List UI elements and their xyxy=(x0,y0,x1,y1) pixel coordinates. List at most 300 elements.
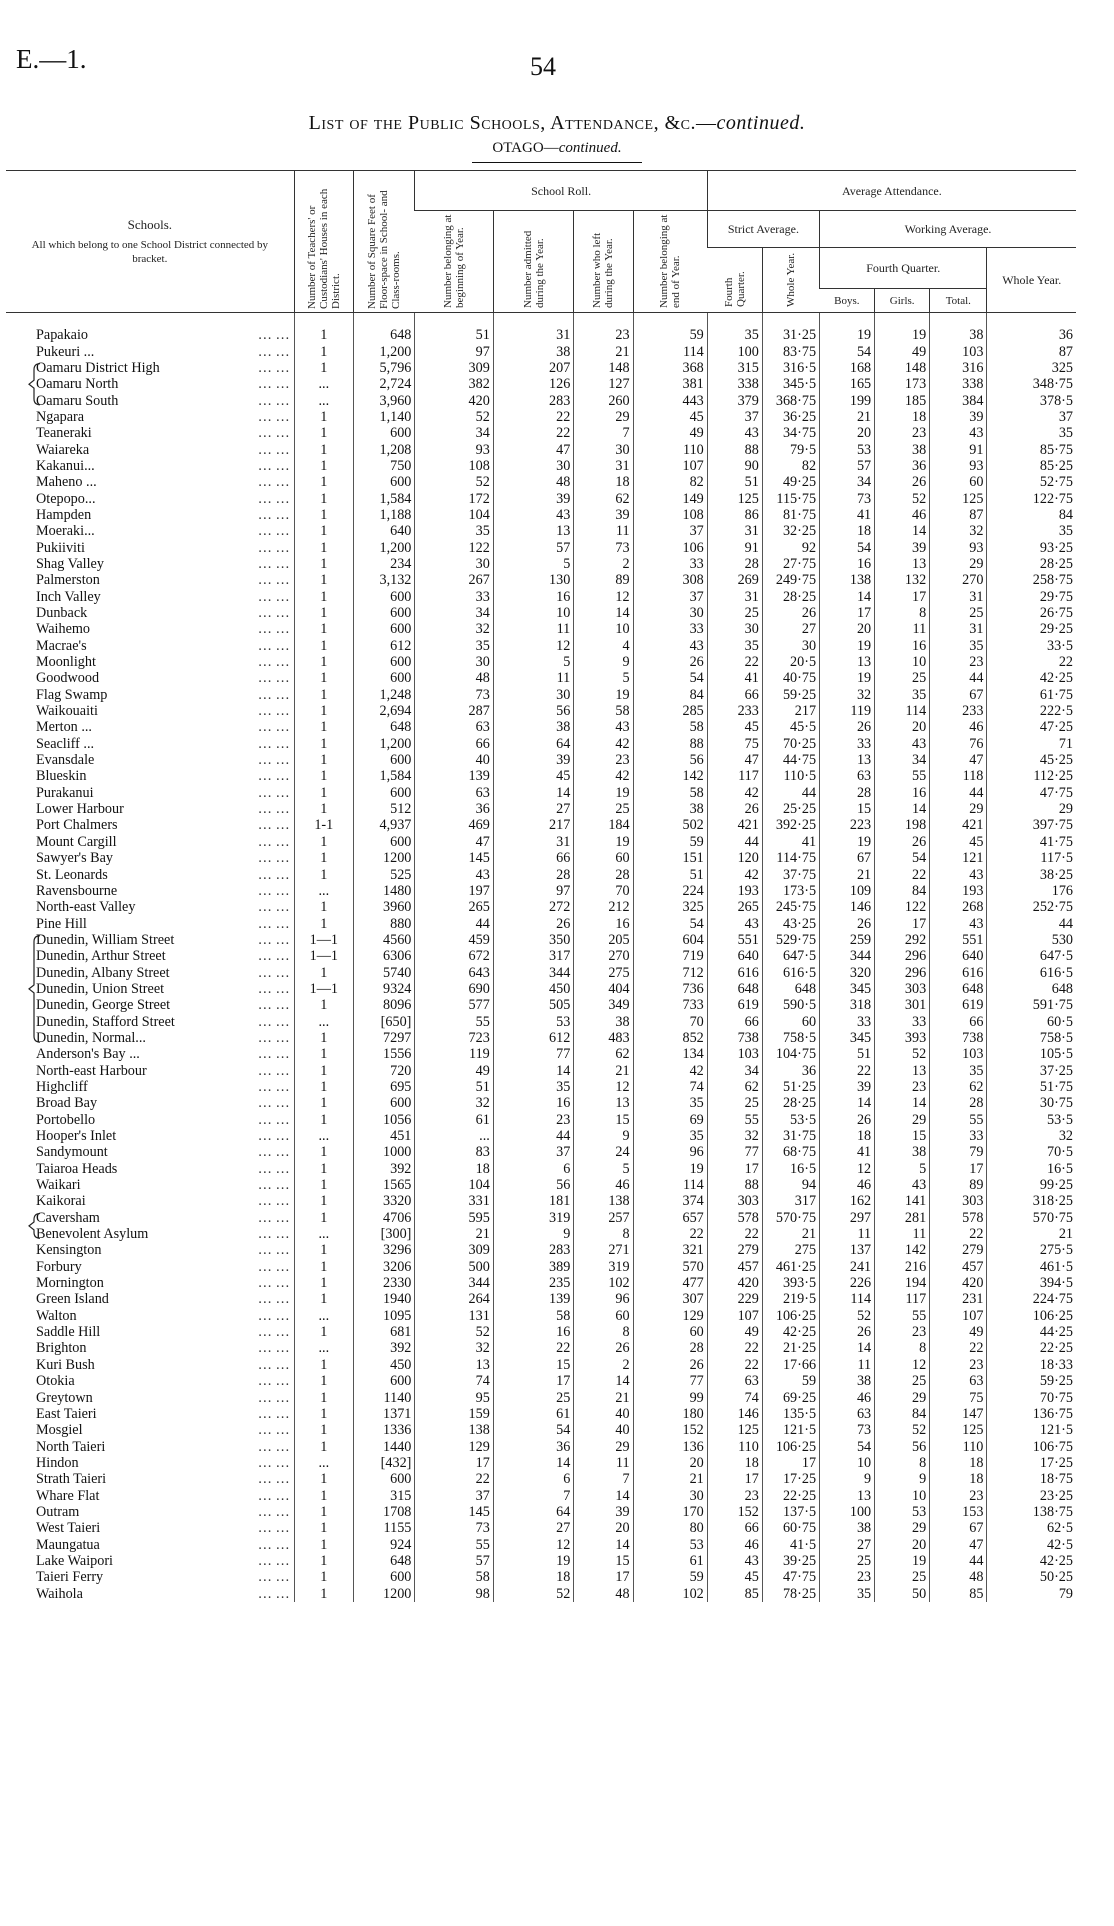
table-row xyxy=(6,425,1076,441)
teachers-houses-cell xyxy=(294,1144,353,1160)
dot-leader: … … xyxy=(257,1128,290,1145)
roll-admitted-value: 505 xyxy=(549,997,571,1014)
roll-left-value: 319 xyxy=(608,1258,630,1275)
total-cell xyxy=(930,997,987,1013)
total-cell xyxy=(930,490,987,506)
roll-admitted-value: 77 xyxy=(556,1046,571,1063)
roll-admitted-cell xyxy=(493,1553,574,1569)
working-year-value: 325 xyxy=(1051,359,1073,376)
strict-year-value: 79·5 xyxy=(790,441,817,458)
boys-cell xyxy=(820,1422,875,1438)
roll-admitted-cell xyxy=(493,883,574,899)
roll-end-cell xyxy=(633,1161,707,1177)
school-name-value: Ravensbourne xyxy=(36,882,118,899)
roll-begin-value: 264 xyxy=(468,1291,490,1308)
dot-leader: … … xyxy=(257,1062,290,1079)
strict-q4-value: 420 xyxy=(737,1275,759,1292)
working-year-cell xyxy=(987,1406,1076,1422)
table-row xyxy=(6,1226,1076,1242)
roll-begin-value: 95 xyxy=(475,1389,490,1406)
roll-begin-value: 55 xyxy=(475,1536,490,1553)
strict-year-cell xyxy=(762,899,819,915)
dot-leader: … … xyxy=(257,882,290,899)
roll-begin-value: 331 xyxy=(468,1193,490,1210)
boys-cell xyxy=(820,670,875,686)
boys-cell xyxy=(820,736,875,752)
table-row xyxy=(6,638,1076,654)
boys-value: 19 xyxy=(856,327,872,344)
roll-begin-cell xyxy=(415,441,493,457)
school-name-value: Evansdale xyxy=(36,752,95,769)
roll-end-cell xyxy=(633,1193,707,1209)
roll-admitted-cell xyxy=(493,1259,574,1275)
strict-q4-cell xyxy=(707,1144,762,1160)
teachers-houses-value: 1 xyxy=(320,1503,328,1520)
working-year-cell xyxy=(987,1193,1076,1209)
girls-cell xyxy=(875,1242,930,1258)
roll-left-value: 270 xyxy=(608,948,630,965)
roll-admitted-value: 18 xyxy=(556,1569,571,1586)
school-name-value: Portobello xyxy=(36,1111,96,1128)
roll-begin-cell xyxy=(415,801,493,817)
school-name-value: Macrae's xyxy=(36,637,87,654)
roll-begin-cell xyxy=(415,670,493,686)
floor-space-cell xyxy=(353,523,414,539)
teachers-houses-cell xyxy=(294,883,353,899)
teachers-houses-value: 1 xyxy=(320,654,328,671)
roll-admitted-value: 23 xyxy=(556,1111,571,1128)
boys-value: 15 xyxy=(856,801,872,818)
dot-leader: … … xyxy=(257,1307,290,1324)
roll-end-value: 321 xyxy=(682,1242,704,1259)
dot-leader: … … xyxy=(257,1520,290,1537)
boys-value: 13 xyxy=(856,1487,872,1504)
school-name-value: Mosgiel xyxy=(36,1422,83,1439)
school-name-cell xyxy=(6,1062,294,1078)
school-name-cell xyxy=(6,1046,294,1062)
total-value: 39 xyxy=(969,408,984,425)
working-year-cell xyxy=(987,409,1076,425)
table-row xyxy=(6,589,1076,605)
floor-space-value: 5740 xyxy=(383,964,412,981)
roll-left-value: 24 xyxy=(615,1144,630,1161)
roll-end-cell xyxy=(633,1553,707,1569)
floor-space-cell xyxy=(353,1471,414,1487)
strict-year-cell xyxy=(762,1161,819,1177)
roll-end-cell xyxy=(633,490,707,506)
table-row xyxy=(6,1144,1076,1160)
floor-space-cell xyxy=(353,1144,414,1160)
working-year-value: 16·5 xyxy=(1046,1160,1073,1177)
floor-space-cell xyxy=(353,687,414,703)
floor-space-value: 2,694 xyxy=(379,703,412,720)
strict-q4-cell xyxy=(707,1487,762,1503)
strict-year-cell xyxy=(762,313,819,344)
roll-begin-value: 18 xyxy=(475,1160,490,1177)
roll-end-cell xyxy=(633,1455,707,1471)
school-name-value: Mount Cargill xyxy=(36,833,117,850)
teachers-houses-cell xyxy=(294,817,353,833)
teachers-houses-value: 1 xyxy=(320,523,328,540)
roll-begin-cell xyxy=(415,458,493,474)
roll-end-cell xyxy=(633,1177,707,1193)
floor-space-value: 234 xyxy=(390,555,412,572)
working-year-value: 121·5 xyxy=(1039,1422,1073,1439)
strict-q4-value: 619 xyxy=(737,997,759,1014)
school-name-cell xyxy=(6,1226,294,1242)
floor-space-value: 750 xyxy=(390,457,412,474)
roll-begin-value: 98 xyxy=(475,1585,490,1602)
table-row xyxy=(6,1389,1076,1405)
roll-begin-cell xyxy=(415,1308,493,1324)
floor-space-value: 450 xyxy=(390,1356,412,1373)
girls-cell xyxy=(875,785,930,801)
working-year-cell xyxy=(987,1520,1076,1536)
roll-end-value: 56 xyxy=(689,752,704,769)
roll-end-cell xyxy=(633,719,707,735)
school-name-cell xyxy=(6,932,294,948)
roll-left-cell xyxy=(574,360,633,376)
floor-space-value: 600 xyxy=(390,425,412,442)
roll-left-value: 12 xyxy=(615,1078,630,1095)
working-year-cell xyxy=(987,360,1076,376)
boys-cell xyxy=(820,1095,875,1111)
table-row xyxy=(6,1520,1076,1536)
roll-begin-value: 30 xyxy=(475,555,490,572)
table-row xyxy=(6,785,1076,801)
roll-admitted-value: 56 xyxy=(556,1177,571,1194)
strict-q4-value: 110 xyxy=(738,1438,759,1455)
total-cell xyxy=(930,703,987,719)
boys-value: 54 xyxy=(856,539,872,556)
total-header: Total. xyxy=(930,289,987,313)
strict-q4-value: 85 xyxy=(744,1585,759,1602)
total-cell xyxy=(930,899,987,915)
floor-space-cell xyxy=(353,507,414,523)
strict-year-cell xyxy=(762,997,819,1013)
strict-year-value: 590·5 xyxy=(782,997,817,1014)
working-year-value: 44 xyxy=(1058,915,1073,932)
roll-left-cell xyxy=(574,1308,633,1324)
girls-cell xyxy=(875,915,930,931)
total-cell xyxy=(930,1455,987,1471)
working-year-value: 348·75 xyxy=(1032,376,1073,393)
boys-value: 16 xyxy=(856,555,872,572)
working-year-cell xyxy=(987,1438,1076,1454)
strict-q4-cell xyxy=(707,1324,762,1340)
girls-cell xyxy=(875,621,930,637)
roll-end-cell xyxy=(633,313,707,344)
roll-begin-value: 139 xyxy=(468,768,490,785)
working-year-value: 79 xyxy=(1058,1585,1073,1602)
roll-end-value: 136 xyxy=(682,1438,704,1455)
strict-year-cell xyxy=(762,605,819,621)
working-year-value: 62·5 xyxy=(1046,1520,1073,1537)
strict-year-cell xyxy=(762,834,819,850)
table-row xyxy=(6,490,1076,506)
roll-admitted-cell xyxy=(493,1079,574,1095)
strict-q4-value: 43 xyxy=(744,1552,759,1569)
roll-end-value: 736 xyxy=(682,980,704,997)
table-row xyxy=(6,458,1076,474)
roll-left-cell xyxy=(574,313,633,344)
total-cell xyxy=(930,1324,987,1340)
teachers-houses-value: 1 xyxy=(320,1585,328,1602)
girls-value: 55 xyxy=(912,1307,927,1324)
roll-admitted-value: 53 xyxy=(556,1013,571,1030)
boys-cell xyxy=(820,1046,875,1062)
dot-leader: … … xyxy=(257,719,290,736)
working-year-value: 17·25 xyxy=(1039,1454,1073,1471)
girls-value: 54 xyxy=(912,850,927,867)
girls-value: 296 xyxy=(904,964,927,981)
roll-admitted-value: 25 xyxy=(556,1389,571,1406)
teachers-houses-value: 1—1 xyxy=(309,931,338,948)
roll-end-cell xyxy=(633,1291,707,1307)
strict-q4-value: 37 xyxy=(744,408,759,425)
table-row xyxy=(6,752,1076,768)
dot-leader: … … xyxy=(257,1438,290,1455)
roll-end-cell xyxy=(633,1259,707,1275)
school-name-cell xyxy=(6,1079,294,1095)
roll-end-cell xyxy=(633,1095,707,1111)
girls-cell xyxy=(875,719,930,735)
roll-admitted-value: 54 xyxy=(556,1422,571,1439)
working-year-cell xyxy=(987,343,1076,359)
schools-note: All which belong to one School District connected by bracket. xyxy=(31,238,269,265)
roll-begin-value: 309 xyxy=(468,1242,490,1259)
working-year-value: 258·75 xyxy=(1032,572,1073,589)
roll-begin-value: 104 xyxy=(468,1177,490,1194)
working-year-cell xyxy=(987,638,1076,654)
roll-left-cell xyxy=(574,1340,633,1356)
strict-year-value: 44·75 xyxy=(782,752,817,769)
girls-cell xyxy=(875,1128,930,1144)
boys-value: 33 xyxy=(856,735,872,752)
boys-cell xyxy=(820,1144,875,1160)
strict-year-value: 31·75 xyxy=(782,1128,817,1145)
table-row xyxy=(6,1259,1076,1275)
strict-year-value: 392·25 xyxy=(775,817,817,834)
working-year-value: 84 xyxy=(1058,506,1073,523)
teachers-houses-header: Number of Teachers' or Custodians' Houses in each District. xyxy=(294,171,353,313)
floor-space-cell xyxy=(353,1340,414,1356)
teachers-houses-value: 1 xyxy=(320,1046,328,1063)
teachers-houses-value: ... xyxy=(318,1454,330,1471)
roll-end-cell xyxy=(633,572,707,588)
table-row xyxy=(6,899,1076,915)
strict-q4-value: 63 xyxy=(744,1373,759,1390)
roll-left-cell xyxy=(574,1569,633,1585)
girls-cell xyxy=(875,801,930,817)
roll-left-value: 21 xyxy=(615,1062,630,1079)
roll-end-value: 308 xyxy=(682,572,704,589)
school-name-value: North-east Valley xyxy=(36,899,136,916)
working-year-value: 647·5 xyxy=(1039,948,1073,965)
girls-cell xyxy=(875,1062,930,1078)
total-cell xyxy=(930,1193,987,1209)
roll-end-cell xyxy=(633,670,707,686)
floor-space-cell xyxy=(353,1046,414,1062)
strict-q4-cell xyxy=(707,1536,762,1552)
total-cell xyxy=(930,1291,987,1307)
teachers-houses-value: 1 xyxy=(320,1193,328,1210)
strict-year-value: 758·5 xyxy=(782,1029,817,1046)
strict-year-cell xyxy=(762,948,819,964)
strict-q4-cell xyxy=(707,605,762,621)
roll-begin-cell xyxy=(415,1161,493,1177)
roll-begin-value: 131 xyxy=(468,1307,490,1324)
roll-begin-value: 104 xyxy=(468,506,490,523)
teachers-houses-value: 1 xyxy=(320,506,328,523)
teachers-houses-cell xyxy=(294,392,353,408)
roll-left-value: 349 xyxy=(608,997,630,1014)
roll-left-cell xyxy=(574,801,633,817)
strict-q4-cell xyxy=(707,1062,762,1078)
strict-year-cell xyxy=(762,376,819,392)
working-year-cell xyxy=(987,572,1076,588)
school-name-cell xyxy=(6,785,294,801)
teachers-houses-value: 1 xyxy=(320,752,328,769)
roll-begin-cell xyxy=(415,1340,493,1356)
strict-year-value: 570·75 xyxy=(775,1209,817,1226)
boys-cell xyxy=(820,834,875,850)
schools-heading: Schools. xyxy=(127,216,173,232)
total-cell xyxy=(930,1471,987,1487)
roll-admitted-value: 15 xyxy=(556,1356,571,1373)
school-name-cell xyxy=(6,360,294,376)
strict-q4-cell xyxy=(707,523,762,539)
floor-space-cell xyxy=(353,1504,414,1520)
girls-value: 148 xyxy=(904,359,927,376)
teachers-houses-cell xyxy=(294,425,353,441)
roll-admitted-value: 64 xyxy=(556,735,571,752)
working-year-cell xyxy=(987,801,1076,817)
roll-begin-cell xyxy=(415,1291,493,1307)
roll-end-cell xyxy=(633,964,707,980)
girls-value: 19 xyxy=(912,1552,927,1569)
strict-year-cell xyxy=(762,1373,819,1389)
floor-space-value: 1336 xyxy=(383,1422,412,1439)
school-name-cell xyxy=(6,1030,294,1046)
roll-begin-value: 83 xyxy=(475,1144,490,1161)
school-name-value: Otokia xyxy=(36,1373,75,1390)
roll-admitted-cell xyxy=(493,343,574,359)
floor-space-value: 1480 xyxy=(383,882,412,899)
roll-begin-cell xyxy=(415,1144,493,1160)
roll-begin-cell xyxy=(415,1079,493,1095)
roll-left-cell xyxy=(574,1471,633,1487)
total-cell xyxy=(930,572,987,588)
girls-cell xyxy=(875,1226,930,1242)
working-year-cell xyxy=(987,507,1076,523)
dot-leader: … … xyxy=(257,1405,290,1422)
roll-left-value: 8 xyxy=(622,1324,630,1341)
strict-year-cell xyxy=(762,1406,819,1422)
total-value: 29 xyxy=(969,801,984,818)
strict-q4-value: 34 xyxy=(744,1062,759,1079)
roll-begin-cell xyxy=(415,1373,493,1389)
roll-left-cell xyxy=(574,1112,633,1128)
roll-begin-value: 595 xyxy=(468,1209,490,1226)
roll-admitted-value: 61 xyxy=(556,1405,571,1422)
roll-end-cell xyxy=(633,915,707,931)
total-cell xyxy=(930,556,987,572)
strict-q4-cell xyxy=(707,670,762,686)
roll-left-cell xyxy=(574,703,633,719)
strict-year-cell xyxy=(762,752,819,768)
strict-year-cell xyxy=(762,1455,819,1471)
roll-end-cell xyxy=(633,343,707,359)
school-name-value: Kuri Bush xyxy=(36,1356,95,1373)
floor-space-cell xyxy=(353,1291,414,1307)
teachers-houses-value: 1 xyxy=(320,457,328,474)
roll-admitted-cell xyxy=(493,997,574,1013)
strict-q4-value: 31 xyxy=(744,588,759,605)
total-value: 93 xyxy=(969,457,984,474)
roll-left-value: 96 xyxy=(615,1291,630,1308)
roll-admitted-value: 22 xyxy=(556,1340,571,1357)
strict-year-value: 39·25 xyxy=(782,1552,817,1569)
school-name-value: Walton xyxy=(36,1307,77,1324)
roll-left-cell xyxy=(574,1128,633,1144)
roll-left-value: 40 xyxy=(615,1405,630,1422)
total-cell xyxy=(930,932,987,948)
boys-cell xyxy=(820,458,875,474)
dot-leader: … … xyxy=(257,1111,290,1128)
roll-admitted-cell xyxy=(493,1291,574,1307)
school-name-cell xyxy=(6,1373,294,1389)
boys-cell xyxy=(820,850,875,866)
roll-begin-cell xyxy=(415,932,493,948)
roll-end-value: 307 xyxy=(682,1291,704,1308)
girls-cell xyxy=(875,899,930,915)
strict-year-cell xyxy=(762,572,819,588)
roll-admitted-cell xyxy=(493,523,574,539)
dot-leader: … … xyxy=(257,1585,290,1602)
roll-left-cell xyxy=(574,932,633,948)
girls-cell xyxy=(875,1438,930,1454)
teachers-houses-value: ... xyxy=(318,376,330,393)
roll-left-value: 14 xyxy=(615,605,630,622)
working-year-value: 44·25 xyxy=(1039,1324,1073,1341)
teachers-houses-value: 1 xyxy=(320,1520,328,1537)
school-name-cell xyxy=(6,719,294,735)
girls-value: 52 xyxy=(912,490,927,507)
girls-value: 52 xyxy=(912,1046,927,1063)
girls-value: 25 xyxy=(912,670,927,687)
strict-q4-cell xyxy=(707,719,762,735)
girls-value: 173 xyxy=(904,376,927,393)
school-name-cell xyxy=(6,392,294,408)
total-cell xyxy=(930,313,987,344)
working-year-value: 616·5 xyxy=(1039,964,1073,981)
school-name-value: Moeraki... xyxy=(36,523,95,540)
roll-admitted-cell xyxy=(493,1177,574,1193)
strict-year-value: 529·75 xyxy=(775,931,817,948)
school-name-value: Taiaroa Heads xyxy=(36,1160,118,1177)
boys-value: 119 xyxy=(850,703,872,720)
roll-admitted-value: 181 xyxy=(549,1193,571,1210)
teachers-houses-value: 1 xyxy=(320,572,328,589)
roll-begin-cell xyxy=(415,1046,493,1062)
total-cell xyxy=(930,1226,987,1242)
roll-admitted-cell xyxy=(493,1324,574,1340)
working-year-cell xyxy=(987,1112,1076,1128)
table-row xyxy=(6,1406,1076,1422)
floor-space-cell xyxy=(353,1095,414,1111)
girls-value: 29 xyxy=(912,1520,927,1537)
